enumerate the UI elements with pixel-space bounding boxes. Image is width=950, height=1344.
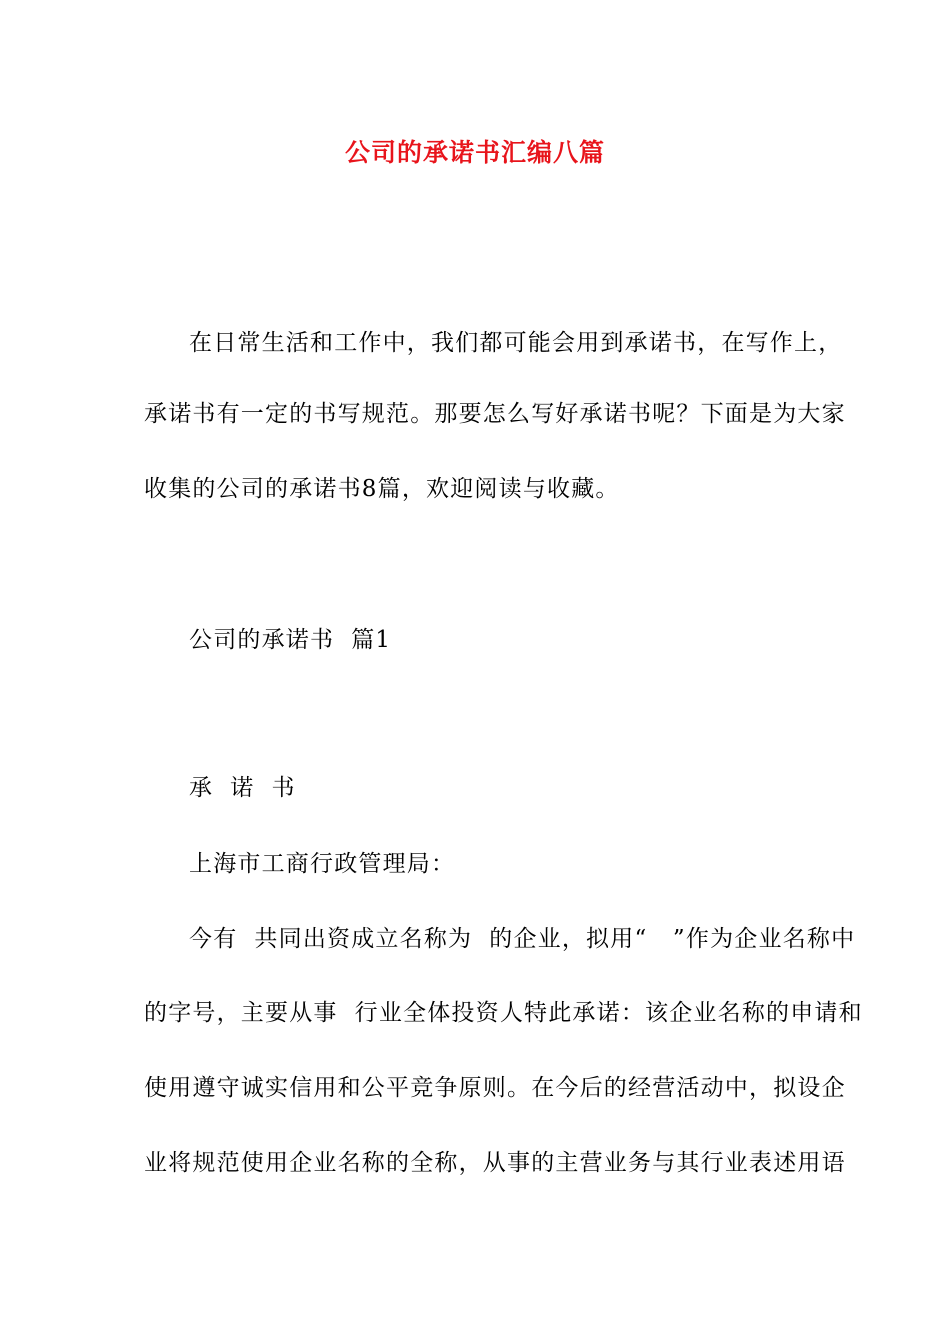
body-line: 今有 共同出资成立名称为 的企业，拟用“ ”作为企业名称中: [189, 926, 856, 952]
body-line: 业将规范使用企业名称的全称，从事的主营业务与其行业表述用语: [144, 1150, 846, 1176]
letter-heading: 承 诺 书: [189, 775, 296, 801]
addressee: 上海市工商行政管理局：: [189, 851, 456, 877]
section-heading: 公司的承诺书 篇1: [189, 627, 392, 653]
intro-line: 收集的公司的承诺书8篇，欢迎阅读与收藏。: [144, 476, 620, 502]
body-line: 使用遵守诚实信用和公平竞争原则。在今后的经营活动中，拟设企: [144, 1075, 846, 1101]
intro-line: 承诺书有一定的书写规范。那要怎么写好承诺书呢？下面是为大家: [144, 401, 846, 427]
intro-line: 在日常生活和工作中，我们都可能会用到承诺书，在写作上，: [189, 330, 843, 356]
document-title: 公司的承诺书汇编八篇: [344, 138, 605, 167]
body-line: 的字号，主要从事 行业全体投资人特此承诺：该企业名称的申请和: [144, 1000, 863, 1026]
